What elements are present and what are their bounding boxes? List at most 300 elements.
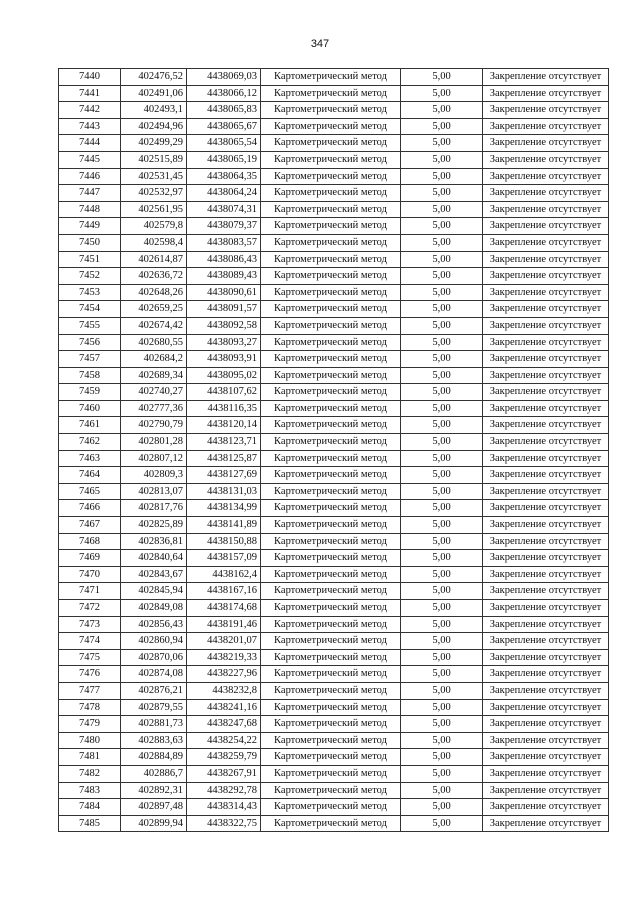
- accuracy-cell: 5,00: [401, 185, 483, 202]
- accuracy-cell: 5,00: [401, 317, 483, 334]
- table-row: [59, 251, 609, 268]
- point-number-cell: 7476: [59, 666, 121, 683]
- y-coordinate-cell: 4438065,83: [187, 102, 261, 119]
- method-cell: Картометрический метод: [261, 301, 401, 318]
- fixation-cell: Закрепление отсутствует: [483, 268, 609, 285]
- table-row: [59, 185, 609, 202]
- table-row: [59, 550, 609, 567]
- method-cell: Картометрический метод: [261, 102, 401, 119]
- point-number-cell: 7452: [59, 268, 121, 285]
- method-cell: Картометрический метод: [261, 666, 401, 683]
- y-coordinate-cell: 4438322,75: [187, 815, 261, 832]
- x-coordinate-cell: 402884,89: [121, 749, 187, 766]
- accuracy-cell: 5,00: [401, 633, 483, 650]
- accuracy-cell: 5,00: [401, 168, 483, 185]
- accuracy-cell: 5,00: [401, 517, 483, 534]
- accuracy-cell: 5,00: [401, 467, 483, 484]
- point-number-cell: 7447: [59, 185, 121, 202]
- point-number-cell: 7449: [59, 218, 121, 235]
- fixation-cell: Закрепление отсутствует: [483, 434, 609, 451]
- method-cell: Картометрический метод: [261, 799, 401, 816]
- point-number-cell: 7467: [59, 517, 121, 534]
- accuracy-cell: 5,00: [401, 732, 483, 749]
- accuracy-cell: 5,00: [401, 649, 483, 666]
- fixation-cell: Закрепление отсутствует: [483, 334, 609, 351]
- y-coordinate-cell: 4438064,35: [187, 168, 261, 185]
- x-coordinate-cell: 402883,63: [121, 732, 187, 749]
- table-row: [59, 434, 609, 451]
- x-coordinate-cell: 402892,31: [121, 782, 187, 799]
- fixation-cell: Закрепление отсутствует: [483, 616, 609, 633]
- fixation-cell: Закрепление отсутствует: [483, 118, 609, 135]
- table-row: [59, 85, 609, 102]
- point-number-cell: 7458: [59, 367, 121, 384]
- y-coordinate-cell: 4438232,8: [187, 682, 261, 699]
- y-coordinate-cell: 4438314,43: [187, 799, 261, 816]
- x-coordinate-cell: 402845,94: [121, 583, 187, 600]
- method-cell: Картометрический метод: [261, 284, 401, 301]
- fixation-cell: Закрепление отсутствует: [483, 102, 609, 119]
- point-number-cell: 7482: [59, 765, 121, 782]
- y-coordinate-cell: 4438241,16: [187, 699, 261, 716]
- point-number-cell: 7448: [59, 201, 121, 218]
- point-number-cell: 7457: [59, 351, 121, 368]
- point-number-cell: 7451: [59, 251, 121, 268]
- method-cell: Картометрический метод: [261, 500, 401, 517]
- fixation-cell: Закрепление отсутствует: [483, 301, 609, 318]
- page-number: 347: [310, 38, 330, 50]
- y-coordinate-cell: 4438123,71: [187, 434, 261, 451]
- x-coordinate-cell: 402881,73: [121, 716, 187, 733]
- point-number-cell: 7456: [59, 334, 121, 351]
- table-row: [59, 732, 609, 749]
- fixation-cell: Закрепление отсутствует: [483, 317, 609, 334]
- fixation-cell: Закрепление отсутствует: [483, 815, 609, 832]
- fixation-cell: Закрепление отсутствует: [483, 633, 609, 650]
- fixation-cell: Закрепление отсутствует: [483, 218, 609, 235]
- x-coordinate-cell: 402740,27: [121, 384, 187, 401]
- table-row: [59, 765, 609, 782]
- method-cell: Картометрический метод: [261, 185, 401, 202]
- x-coordinate-cell: 402659,25: [121, 301, 187, 318]
- fixation-cell: Закрепление отсутствует: [483, 550, 609, 567]
- fixation-cell: Закрепление отсутствует: [483, 533, 609, 550]
- accuracy-cell: 5,00: [401, 234, 483, 251]
- accuracy-cell: 5,00: [401, 434, 483, 451]
- method-cell: Картометрический метод: [261, 351, 401, 368]
- table-row: [59, 699, 609, 716]
- table-row: [59, 633, 609, 650]
- x-coordinate-cell: 402817,76: [121, 500, 187, 517]
- fixation-cell: Закрепление отсутствует: [483, 135, 609, 152]
- table-row: [59, 135, 609, 152]
- x-coordinate-cell: 402532,97: [121, 185, 187, 202]
- x-coordinate-cell: 402636,72: [121, 268, 187, 285]
- fixation-cell: Закрепление отсутствует: [483, 749, 609, 766]
- accuracy-cell: 5,00: [401, 417, 483, 434]
- method-cell: Картометрический метод: [261, 716, 401, 733]
- fixation-cell: Закрепление отсутствует: [483, 483, 609, 500]
- point-number-cell: 7484: [59, 799, 121, 816]
- x-coordinate-cell: 402825,89: [121, 517, 187, 534]
- fixation-cell: Закрепление отсутствует: [483, 234, 609, 251]
- fixation-cell: Закрепление отсутствует: [483, 251, 609, 268]
- fixation-cell: Закрепление отсутствует: [483, 649, 609, 666]
- point-number-cell: 7450: [59, 234, 121, 251]
- method-cell: Картометрический метод: [261, 234, 401, 251]
- x-coordinate-cell: 402836,81: [121, 533, 187, 550]
- accuracy-cell: 5,00: [401, 566, 483, 583]
- x-coordinate-cell: 402531,45: [121, 168, 187, 185]
- table-row: [59, 301, 609, 318]
- fixation-cell: Закрепление отсутствует: [483, 367, 609, 384]
- method-cell: Картометрический метод: [261, 417, 401, 434]
- x-coordinate-cell: 402807,12: [121, 450, 187, 467]
- table-row: [59, 600, 609, 617]
- table-row: [59, 583, 609, 600]
- point-number-cell: 7453: [59, 284, 121, 301]
- point-number-cell: 7455: [59, 317, 121, 334]
- y-coordinate-cell: 4438150,88: [187, 533, 261, 550]
- method-cell: Картометрический метод: [261, 384, 401, 401]
- fixation-cell: Закрепление отсутствует: [483, 716, 609, 733]
- method-cell: Картометрический метод: [261, 69, 401, 86]
- table-row: [59, 649, 609, 666]
- point-number-cell: 7480: [59, 732, 121, 749]
- point-number-cell: 7469: [59, 550, 121, 567]
- x-coordinate-cell: 402499,29: [121, 135, 187, 152]
- accuracy-cell: 5,00: [401, 118, 483, 135]
- fixation-cell: Закрепление отсутствует: [483, 732, 609, 749]
- table-row: [59, 367, 609, 384]
- fixation-cell: Закрепление отсутствует: [483, 566, 609, 583]
- x-coordinate-cell: 402897,48: [121, 799, 187, 816]
- accuracy-cell: 5,00: [401, 716, 483, 733]
- table-row: [59, 500, 609, 517]
- y-coordinate-cell: 4438125,87: [187, 450, 261, 467]
- table-row: [59, 400, 609, 417]
- y-coordinate-cell: 4438247,68: [187, 716, 261, 733]
- table-row: [59, 268, 609, 285]
- y-coordinate-cell: 4438091,57: [187, 301, 261, 318]
- table-row: [59, 218, 609, 235]
- point-number-cell: 7443: [59, 118, 121, 135]
- table-row: [59, 69, 609, 86]
- method-cell: Картометрический метод: [261, 583, 401, 600]
- point-number-cell: 7485: [59, 815, 121, 832]
- x-coordinate-cell: 402561,95: [121, 201, 187, 218]
- x-coordinate-cell: 402849,08: [121, 600, 187, 617]
- x-coordinate-cell: 402899,94: [121, 815, 187, 832]
- table-row: [59, 666, 609, 683]
- y-coordinate-cell: 4438116,35: [187, 400, 261, 417]
- accuracy-cell: 5,00: [401, 682, 483, 699]
- method-cell: Картометрический метод: [261, 566, 401, 583]
- table-row: [59, 799, 609, 816]
- table-row: [59, 334, 609, 351]
- x-coordinate-cell: 402493,1: [121, 102, 187, 119]
- table-row: [59, 284, 609, 301]
- method-cell: Картометрический метод: [261, 334, 401, 351]
- table-row: [59, 517, 609, 534]
- method-cell: Картометрический метод: [261, 118, 401, 135]
- point-number-cell: 7473: [59, 616, 121, 633]
- fixation-cell: Закрепление отсутствует: [483, 799, 609, 816]
- table-row: [59, 682, 609, 699]
- x-coordinate-cell: 402579,8: [121, 218, 187, 235]
- accuracy-cell: 5,00: [401, 334, 483, 351]
- fixation-cell: Закрепление отсутствует: [483, 284, 609, 301]
- table-row: [59, 616, 609, 633]
- fixation-cell: Закрепление отсутствует: [483, 384, 609, 401]
- y-coordinate-cell: 4438134,99: [187, 500, 261, 517]
- y-coordinate-cell: 4438201,07: [187, 633, 261, 650]
- y-coordinate-cell: 4438095,02: [187, 367, 261, 384]
- x-coordinate-cell: 402674,42: [121, 317, 187, 334]
- y-coordinate-cell: 4438157,09: [187, 550, 261, 567]
- y-coordinate-cell: 4438093,27: [187, 334, 261, 351]
- y-coordinate-cell: 4438219,33: [187, 649, 261, 666]
- method-cell: Картометрический метод: [261, 600, 401, 617]
- coordinates-table: [58, 68, 609, 832]
- y-coordinate-cell: 4438079,37: [187, 218, 261, 235]
- fixation-cell: Закрепление отсутствует: [483, 400, 609, 417]
- x-coordinate-cell: 402790,79: [121, 417, 187, 434]
- method-cell: Картометрический метод: [261, 251, 401, 268]
- fixation-cell: Закрепление отсутствует: [483, 467, 609, 484]
- fixation-cell: Закрепление отсутствует: [483, 168, 609, 185]
- x-coordinate-cell: 402874,08: [121, 666, 187, 683]
- y-coordinate-cell: 4438086,43: [187, 251, 261, 268]
- accuracy-cell: 5,00: [401, 400, 483, 417]
- point-number-cell: 7481: [59, 749, 121, 766]
- table-row: [59, 716, 609, 733]
- x-coordinate-cell: 402843,67: [121, 566, 187, 583]
- method-cell: Картометрический метод: [261, 218, 401, 235]
- fixation-cell: Закрепление отсутствует: [483, 583, 609, 600]
- y-coordinate-cell: 4438127,69: [187, 467, 261, 484]
- fixation-cell: Закрепление отсутствует: [483, 201, 609, 218]
- table-row: [59, 384, 609, 401]
- point-number-cell: 7465: [59, 483, 121, 500]
- fixation-cell: Закрепление отсутствует: [483, 450, 609, 467]
- y-coordinate-cell: 4438120,14: [187, 417, 261, 434]
- accuracy-cell: 5,00: [401, 367, 483, 384]
- method-cell: Картометрический метод: [261, 633, 401, 650]
- y-coordinate-cell: 4438090,61: [187, 284, 261, 301]
- accuracy-cell: 5,00: [401, 301, 483, 318]
- method-cell: Картометрический метод: [261, 649, 401, 666]
- x-coordinate-cell: 402494,96: [121, 118, 187, 135]
- point-number-cell: 7466: [59, 500, 121, 517]
- method-cell: Картометрический метод: [261, 550, 401, 567]
- accuracy-cell: 5,00: [401, 135, 483, 152]
- fixation-cell: Закрепление отсутствует: [483, 85, 609, 102]
- table-row: [59, 234, 609, 251]
- point-number-cell: 7474: [59, 633, 121, 650]
- point-number-cell: 7475: [59, 649, 121, 666]
- y-coordinate-cell: 4438259,79: [187, 749, 261, 766]
- point-number-cell: 7445: [59, 151, 121, 168]
- accuracy-cell: 5,00: [401, 151, 483, 168]
- point-number-cell: 7463: [59, 450, 121, 467]
- accuracy-cell: 5,00: [401, 268, 483, 285]
- fixation-cell: Закрепление отсутствует: [483, 151, 609, 168]
- x-coordinate-cell: 402870,06: [121, 649, 187, 666]
- accuracy-cell: 5,00: [401, 600, 483, 617]
- accuracy-cell: 5,00: [401, 351, 483, 368]
- y-coordinate-cell: 4438064,24: [187, 185, 261, 202]
- table-row: [59, 417, 609, 434]
- fixation-cell: Закрепление отсутствует: [483, 69, 609, 86]
- method-cell: Картометрический метод: [261, 85, 401, 102]
- y-coordinate-cell: 4438066,12: [187, 85, 261, 102]
- method-cell: Картометрический метод: [261, 682, 401, 699]
- method-cell: Картометрический метод: [261, 815, 401, 832]
- method-cell: Картометрический метод: [261, 533, 401, 550]
- fixation-cell: Закрепление отсутствует: [483, 765, 609, 782]
- y-coordinate-cell: 4438092,58: [187, 317, 261, 334]
- point-number-cell: 7459: [59, 384, 121, 401]
- y-coordinate-cell: 4438083,57: [187, 234, 261, 251]
- point-number-cell: 7444: [59, 135, 121, 152]
- table-row: [59, 815, 609, 832]
- x-coordinate-cell: 402801,28: [121, 434, 187, 451]
- method-cell: Картометрический метод: [261, 151, 401, 168]
- y-coordinate-cell: 4438069,03: [187, 69, 261, 86]
- method-cell: Картометрический метод: [261, 517, 401, 534]
- x-coordinate-cell: 402689,34: [121, 367, 187, 384]
- x-coordinate-cell: 402491,06: [121, 85, 187, 102]
- fixation-cell: Закрепление отсутствует: [483, 500, 609, 517]
- x-coordinate-cell: 402809,3: [121, 467, 187, 484]
- method-cell: Картометрический метод: [261, 317, 401, 334]
- fixation-cell: Закрепление отсутствует: [483, 600, 609, 617]
- method-cell: Картометрический метод: [261, 782, 401, 799]
- table-row: [59, 201, 609, 218]
- method-cell: Картометрический метод: [261, 483, 401, 500]
- accuracy-cell: 5,00: [401, 583, 483, 600]
- y-coordinate-cell: 4438191,46: [187, 616, 261, 633]
- fixation-cell: Закрепление отсутствует: [483, 682, 609, 699]
- y-coordinate-cell: 4438227,96: [187, 666, 261, 683]
- point-number-cell: 7461: [59, 417, 121, 434]
- method-cell: Картометрический метод: [261, 467, 401, 484]
- point-number-cell: 7471: [59, 583, 121, 600]
- accuracy-cell: 5,00: [401, 666, 483, 683]
- method-cell: Картометрический метод: [261, 749, 401, 766]
- table-row: [59, 533, 609, 550]
- accuracy-cell: 5,00: [401, 500, 483, 517]
- y-coordinate-cell: 4438162,4: [187, 566, 261, 583]
- x-coordinate-cell: 402860,94: [121, 633, 187, 650]
- method-cell: Картометрический метод: [261, 400, 401, 417]
- fixation-cell: Закрепление отсутствует: [483, 666, 609, 683]
- point-number-cell: 7483: [59, 782, 121, 799]
- method-cell: Картометрический метод: [261, 616, 401, 633]
- x-coordinate-cell: 402684,2: [121, 351, 187, 368]
- fixation-cell: Закрепление отсутствует: [483, 351, 609, 368]
- x-coordinate-cell: 402515,89: [121, 151, 187, 168]
- accuracy-cell: 5,00: [401, 218, 483, 235]
- method-cell: Картометрический метод: [261, 168, 401, 185]
- x-coordinate-cell: 402876,21: [121, 682, 187, 699]
- point-number-cell: 7477: [59, 682, 121, 699]
- x-coordinate-cell: 402879,55: [121, 699, 187, 716]
- accuracy-cell: 5,00: [401, 450, 483, 467]
- y-coordinate-cell: 4438074,31: [187, 201, 261, 218]
- point-number-cell: 7468: [59, 533, 121, 550]
- y-coordinate-cell: 4438174,68: [187, 600, 261, 617]
- x-coordinate-cell: 402813,07: [121, 483, 187, 500]
- method-cell: Картометрический метод: [261, 135, 401, 152]
- y-coordinate-cell: 4438093,91: [187, 351, 261, 368]
- table-row: [59, 467, 609, 484]
- fixation-cell: Закрепление отсутствует: [483, 782, 609, 799]
- table-row: [59, 566, 609, 583]
- method-cell: Картометрический метод: [261, 699, 401, 716]
- y-coordinate-cell: 4438107,62: [187, 384, 261, 401]
- fixation-cell: Закрепление отсутствует: [483, 185, 609, 202]
- point-number-cell: 7454: [59, 301, 121, 318]
- y-coordinate-cell: 4438065,19: [187, 151, 261, 168]
- table-row: [59, 317, 609, 334]
- x-coordinate-cell: 402886,7: [121, 765, 187, 782]
- accuracy-cell: 5,00: [401, 69, 483, 86]
- x-coordinate-cell: 402680,55: [121, 334, 187, 351]
- x-coordinate-cell: 402614,87: [121, 251, 187, 268]
- table-row: [59, 151, 609, 168]
- fixation-cell: Закрепление отсутствует: [483, 517, 609, 534]
- y-coordinate-cell: 4438167,16: [187, 583, 261, 600]
- method-cell: Картометрический метод: [261, 268, 401, 285]
- method-cell: Картометрический метод: [261, 367, 401, 384]
- point-number-cell: 7441: [59, 85, 121, 102]
- accuracy-cell: 5,00: [401, 815, 483, 832]
- point-number-cell: 7472: [59, 600, 121, 617]
- coordinates-table-body: [59, 69, 609, 832]
- point-number-cell: 7446: [59, 168, 121, 185]
- point-number-cell: 7470: [59, 566, 121, 583]
- point-number-cell: 7479: [59, 716, 121, 733]
- y-coordinate-cell: 4438267,91: [187, 765, 261, 782]
- accuracy-cell: 5,00: [401, 384, 483, 401]
- table-row: [59, 450, 609, 467]
- accuracy-cell: 5,00: [401, 765, 483, 782]
- table-row: [59, 102, 609, 119]
- x-coordinate-cell: 402598,4: [121, 234, 187, 251]
- table-row: [59, 483, 609, 500]
- y-coordinate-cell: 4438065,67: [187, 118, 261, 135]
- table-row: [59, 351, 609, 368]
- point-number-cell: 7440: [59, 69, 121, 86]
- x-coordinate-cell: 402840,64: [121, 550, 187, 567]
- accuracy-cell: 5,00: [401, 699, 483, 716]
- point-number-cell: 7460: [59, 400, 121, 417]
- x-coordinate-cell: 402476,52: [121, 69, 187, 86]
- x-coordinate-cell: 402856,43: [121, 616, 187, 633]
- accuracy-cell: 5,00: [401, 550, 483, 567]
- method-cell: Картометрический метод: [261, 732, 401, 749]
- method-cell: Картометрический метод: [261, 765, 401, 782]
- accuracy-cell: 5,00: [401, 251, 483, 268]
- y-coordinate-cell: 4438065,54: [187, 135, 261, 152]
- accuracy-cell: 5,00: [401, 483, 483, 500]
- table-row: [59, 168, 609, 185]
- table-row: [59, 782, 609, 799]
- point-number-cell: 7442: [59, 102, 121, 119]
- accuracy-cell: 5,00: [401, 782, 483, 799]
